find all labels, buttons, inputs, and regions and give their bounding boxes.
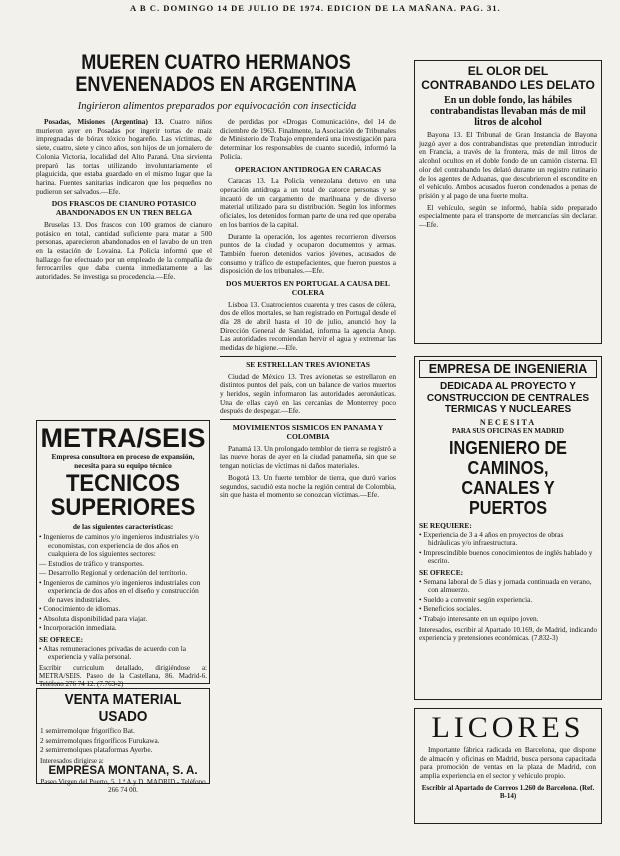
ingenieria-offer-head: SE OFRECE: (419, 567, 464, 577)
ingenieria-offer: • Semana laboral de 5 días y jornada continuada en verano, con almuerzo. (419, 576, 592, 594)
licores-title: LICORES (431, 711, 585, 744)
licores-contact: Escribir al Apartado de Correos 1.260 de Barcelona. (Ref. B-14) (421, 783, 595, 801)
left-column-news (36, 118, 212, 416)
mexico-body: Ciudad de México 13. Tres avionetas se estrellaron en distintos puntos del país, con un balance de varios muertos y heridos, según informaron las autoridades aeronáuticas. Una de ellas cayó en las cercanías de Monterrey poco después de despegar.—Efe. (220, 371, 396, 416)
contraband-title: EL OLOR DEL CONTRABANDO LES DELATO (421, 64, 595, 92)
metraseis-title: METRA/SEIS (40, 423, 206, 453)
metraseis-offer-head: SE OFRECE: (39, 634, 84, 644)
divider (220, 356, 396, 357)
metraseis-requirement: — Estudios de tráfico y transportes. (39, 558, 144, 568)
venta-item: 2 semirremolques plataformas Ayerbe. (40, 745, 153, 754)
venta-ad (36, 688, 210, 795)
ingenieria-requirement: • Imprescindible buenos conocimientos de inglés hablado y escrito. (419, 547, 593, 565)
ingenieria-offer: • Sueldo a convenir según experiencia. (419, 594, 533, 604)
lead-story-text (36, 118, 212, 196)
venta-item: 2 semirremolques frigoríficos Furukawa. (40, 735, 160, 745)
metraseis-sub: de las siguientes características: (72, 522, 174, 532)
venezuela-intro: de perdidas por «Drogas Comunicación», del 14 de diciembre de 1963. Finalmente, la Asociación de Tribunales de Ministerio de Trabajo emprenderá una investigación para determinar los responsables de cuanto sucedió, informó la Policía. (220, 117, 396, 161)
divider (220, 419, 396, 420)
contraband-subtitle: En un doble fondo, las hábiles contrabandistas llevaban más de mil litros de alcohol (430, 95, 586, 128)
cyanide-heading: DOS FRASCOS DE CIANURO POTASICO ABANDONADOS EN UN TREN BELGA (51, 199, 197, 218)
ingenieria-offer: • Trabajo interesante en un equipo joven. (419, 613, 539, 623)
quake-body-1: Panamá 13. Un prolongado temblor de tierra se registró a las nueve horas de ayer en la ciudad panameña, sin que se tengan noticias de víctimas ni daños materiales. (220, 443, 396, 471)
licores-ad (414, 708, 602, 824)
metraseis-requirement: • Ingenieros de caminos y/o ingenieros industriales y/o economistas, con experiencia de dos años en cualquiera de los siguientes sectores: (39, 532, 200, 559)
metraseis-offer: • Altas remuneraciones privadas de acuerdo con la experiencia y valía personal. (39, 643, 187, 662)
metraseis-ad (36, 420, 210, 689)
contraband-box (414, 60, 602, 344)
portugal-heading: DOS MUERTOS EN PORTUGAL A CAUSA DEL COLERA (226, 279, 390, 297)
mexico-heading: SE ESTRELLAN TRES AVIONETAS (246, 359, 370, 369)
ingenieria-line2: NECESITA (479, 417, 537, 427)
contraband-body: Bayona 13. El Tribunal de Gran Instancia de Bayona juzgó ayer a dos contrabandistas que pretendían introducir en Francia, a través de la frontera, más de mil litros de alcohol ocultos en el doble fondo de un camión cisterna. El olor del contrabando les delató durante un registro rutinario de los agentes de Aduanas, que descubrieron el escondite en el vehículo. Ambos acusados fueron condenados a penas de prisión y al pago de una fuerte multa. (419, 130, 597, 200)
venta-company: EMPRESA MONTANA, S. A. (48, 764, 198, 777)
ingenieria-line1: DEDICADA AL PROYECTO Y CONSTRUCCION DE CENTRALES TERMICAS Y NUCLEARES (426, 381, 590, 415)
ingenieria-contact: Interesados, escribir al Apartado 10.169, de Madrid, indicando experiencia y pretensiones económicas. (7.832-3) (419, 626, 597, 643)
venta-item: 1 semirremolque frigorífico Bat. (40, 726, 135, 735)
venezuela-body-2: Durante la operación, los agentes recorrieron diversos puntos de la ciudad y ocuparon documentos y armas. También fueron detenidos varios jóvenes, acusados de consumo y tráfico de estupefacientes, que fueron puestos a disposición de los tribunales.—Efe. (220, 231, 396, 276)
ingenieria-ad (414, 356, 602, 700)
venta-items (40, 727, 206, 755)
metraseis-contact: Escribir curriculum detallado, dirigiéndose a: METRA/SEIS. Paseo de la Castellana, 86. Madrid-6. Teléfono 276 74 12. (7.763-2) (39, 663, 207, 689)
ingenieria-line3: PARA SUS OFICINAS EN MADRID (452, 426, 564, 435)
middle-column-news (220, 118, 396, 856)
metraseis-requirement: • Absoluta disponibilidad para viajar. (39, 613, 148, 623)
quake-body-2: Bogotá 13. Un fuerte temblor de tierra, que duró varios segundos, sacudió esta noche la región central de Colombia, sin que hasta el momento se conozcan víctimas.—Efe. (220, 472, 396, 500)
venezuela-body-1: Caracas 13. La Policía venezolana detuvo en una operación antidroga a un total de catorce personas y se incautó de un cargamento de marihuana y de diverso material utilizado para su distribución. Según los informes oficiales, los detenidos forman parte de una red que operaba en los barrios de la capital. (220, 176, 396, 229)
metraseis-requirement: • Incorporación inmediata. (39, 623, 117, 633)
lead-subhead: Ingirieron alimentos preparados por equivocación con insecticida (77, 101, 357, 112)
venta-contact-label: Interesados dirigirse a: (40, 756, 104, 765)
cyanide-body: Bruselas 13. Dos frascos con 100 gramos de cianuro potásico en total, cantidad suficiente para matar a 500 personas, aparecieron abandonados en el lavabo de un tren en la estación de Lovaina. La Policía informó que el hallazgo fue efectuado por un empleado de la compañía de ferrocarriles que daba cuenta inmediatamente a las autoridades. Se investiga su procedencia.—Efe. (36, 219, 212, 282)
portugal-body: Lisboa 13. Cuatrocientos cuarenta y tres casos de cólera, dos de ellos mortales, se han registrado en Portugal desde el día 28 de abril hasta el 10 de julio, anunció hoy la Dirección General de Sanidad, informa la agencia Anop. Las autoridades recomiendan hervir el agua y extremar las medidas de higiene.—Efe. (220, 299, 396, 353)
metraseis-requirement: — Desarrollo Regional y ordenación del territorio. (39, 568, 188, 578)
metraseis-big: TECNICOS SUPERIORES (50, 470, 196, 522)
ingenieria-offers (419, 578, 597, 624)
ingenieria-big: INGENIERO DE CAMINOS, CANALES Y PUERTOS (449, 437, 567, 518)
ingenieria-requirements (419, 531, 597, 566)
venta-address: Paseo Virgen del Puerto, 5. 1.ª A y D. MADRID - Teléfono 266 74 00. (40, 777, 206, 795)
venezuela-heading: OPERACION ANTIDROGA EN CARACAS (234, 164, 382, 174)
quake-heading: MOVIMIENTOS SISMICOS EN PANAMA Y COLOMBIA (232, 423, 384, 441)
metraseis-requirement: • Ingenieros de caminos y/o ingenieros industriales con experiencia de dos años en el diseño y construcción de naves industriales. (39, 577, 201, 604)
metraseis-requirements (39, 533, 207, 633)
ingenieria-requirement: • Experiencia de 3 a 4 años en proyectos de obras hidráulicas y/o infraestructura. (419, 529, 564, 547)
page-header: A B C. DOMINGO 14 DE JULIO DE 1974. EDICION DE LA MAÑANA. PAG. 31. (130, 3, 501, 13)
venta-title: VENTA MATERIAL USADO (64, 691, 182, 725)
ingenieria-offer: • Beneficios sociales. (419, 604, 482, 613)
licores-body: Importante fábrica radicada en Barcelona, que dispone de almacén y oficinas en Madrid, busca persona capacitada para promoción de ventas en la plaza de Madrid, con amplia experiencia en el sector y vehículo propio. (420, 745, 596, 781)
metraseis-requirement: • Conocimiento de idiomas. (39, 604, 121, 614)
lead-headline: MUEREN CUATRO HERMANOS ENVENENADOS EN ARGENTINA (75, 51, 357, 96)
ingenieria-title: EMPRESA DE INGENIERIA (419, 360, 597, 378)
contraband-body-2: El vehículo, según se informó, había sido preparado especialmente para el transporte de mercancías sin declarar.—Efe. (419, 202, 597, 230)
metraseis-intro: Empresa consultora en proceso de expansión, necesita para su equipo técnico (51, 452, 195, 470)
lead-dateline: Posadas, Misiones (Argentina) 13. (44, 117, 164, 126)
ingenieria-req-head: SE REQUIERE: (419, 520, 472, 530)
lead-body: Cuatro niños murieron ayer en Posadas por ingerir tortas de maíz impregnadas de bórax tóxico hogareño. Las víctimas, de siete, cuatro, siete y cinco años, son hijos de un jornalero de Colonia Victoria, localidad del Alto Paraná. Una sirvienta preparó las tortas utilizando involuntariamente el plaguicida, que estaba guardado en el mismo lugar que la harina. Fuentes sanitarias indicaron que los pequeños no pudieron ser salvados.—Efe. (36, 117, 212, 196)
